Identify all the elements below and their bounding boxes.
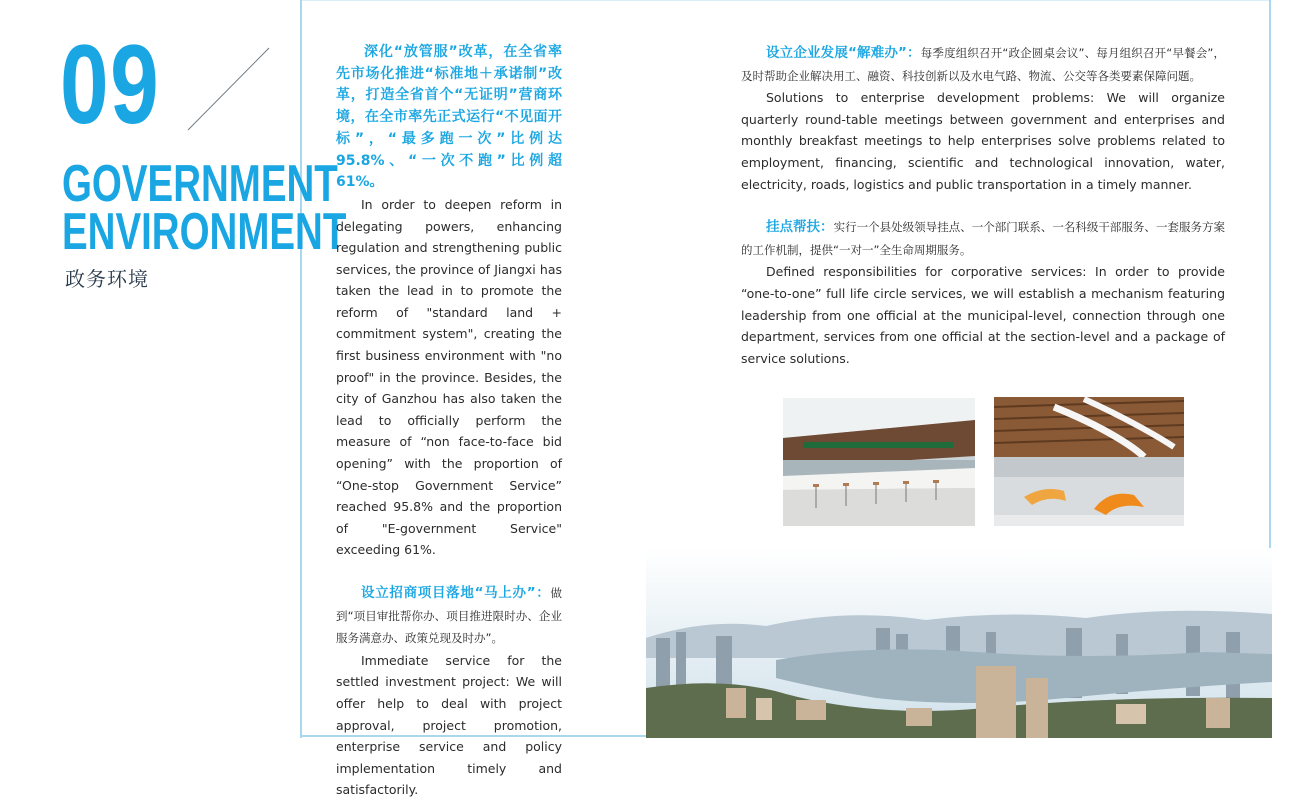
item-assistance-en: Defined responsibilities for corporative services: In order to provide “one-to-one” full life circle services, we will establish a mechanism featuring leadership from one official at the municipal-level, connection through one department, services from one official at the section-level and a package of service solutions. <box>741 264 1225 366</box>
section-title-cn: 政务环境 <box>65 267 149 291</box>
item-difficulty-heading: 设立企业发展“解难办”： <box>766 45 921 61</box>
item-difficulty-body: 每季度组织召开“政企圆桌会议”、每月组织召开“早餐会”，及时帮助企业解决用工、融资、科技创新以及水电气路、物流、公交等各类要素保障问题。 <box>741 46 1226 83</box>
item-assistance-heading: 挂点帮扶： <box>766 219 834 236</box>
diagonal-divider <box>185 46 271 132</box>
top-rule <box>302 0 1269 1</box>
title-line-1: GOVERNMENT <box>62 155 338 213</box>
item-project-heading: 设立招商项目落地“马上办”： <box>361 585 551 602</box>
text-column-right <box>741 42 1225 369</box>
section-number: 09 <box>60 22 161 147</box>
lead-paragraph-en: In order to deepen reform in delegating powers, enhancing regulation and strengthening public services, the province of Jiangxi has taken the lead in to promote the reform of "standard land + commitment system", creating the first business environment with "no proof" in the province. Besides, the city of Ganzhou has also taken the lead to officially perform the measure of “non face-to-face bid opening” with the proportion of “One-stop Government Service” reached 95.8% and the proportion of "E-government Service" exceeding 61%. <box>336 196 562 558</box>
item-difficulty-en: Solutions to enterprise development problems: We will organize quarterly round-table meetings between government and enterprises and monthly breakfast meetings to help enterprises solve problems related to employment, financing, scientific and technological innovation, water, electricity, roads, logistics and public transportation in a timely manner. <box>741 90 1225 192</box>
section-title-en <box>62 155 347 261</box>
modern-hall-photo <box>994 397 1184 526</box>
lead-paragraph-cn: 深化“放管服”改革，在全省率先市场化推进“标准地＋承诺制”改革，打造全省首个“无证明”营商环境，在全市率先正式运行“不见面开标”，“最多跑一次”比例达 95.8%、“一次不跑”比例超 61%。 <box>336 44 562 191</box>
title-line-2: ENVIRONMENT <box>62 203 347 261</box>
item-difficulty-cn <box>741 42 1225 87</box>
item-project-en: Immediate service for the settled investment project: We will offer help to deal with project approval, project promotion, enterprise service and policy implementation timely and satisfactorily. <box>336 652 562 798</box>
item-project-cn <box>336 582 562 650</box>
city-skyline-photo <box>646 548 1272 738</box>
item-assistance-cn <box>741 216 1225 261</box>
item-project-body: 做到“项目审批帮你办、项目推进限时办、企业服务满意办、政策兑现及时办”。 <box>336 586 562 646</box>
left-column-rule <box>300 0 302 738</box>
item-assistance-body: 实行一个县处级领导挂点、一个部门联系、一名科级干部服务、一套服务方案的工作机制，提供“一对一”全生命周期服务。 <box>741 220 1226 257</box>
text-column-left <box>336 42 562 801</box>
service-hall-photo <box>783 398 975 526</box>
